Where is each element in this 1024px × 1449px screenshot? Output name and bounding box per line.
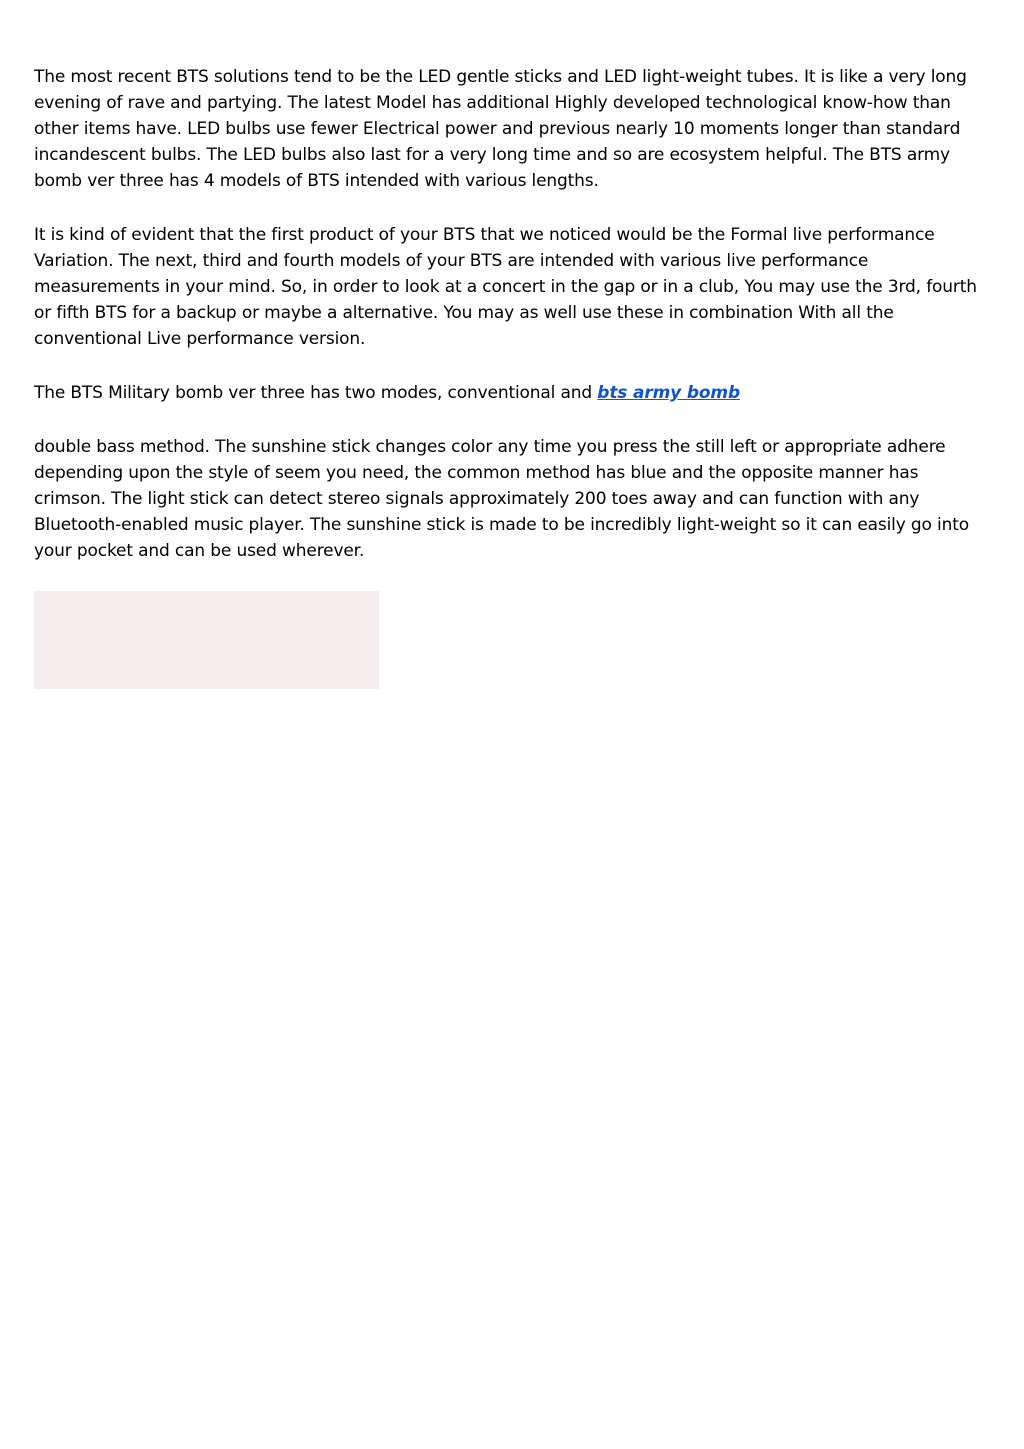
- paragraph-1: The most recent BTS solutions tend to be the LED gentle sticks and LED light-weight tubes. It is like a very long evening of rave and partying. The latest Model has additional Highly developed technological know-how than other items have. LED bulbs use fewer Electrical power and previous nearly 10 moments longer than standard incandescent bulbs. The LED bulbs also last for a very long time and so are ecosystem helpful. The BTS army bomb ver three has 4 models of BTS intended with various lengths.: [34, 67, 967, 191]
- paragraph-2: It is kind of evident that the first product of your BTS that we noticed would be the Formal live performance Variation. The next, third and fourth models of your BTS are intended with various live performance measurements in your mind. So, in order to look at a concert in the gap or in a club, You may use the 3rd, fourth or fifth BTS for a backup or maybe a alternative. You may as well use these in combination With all the conventional Live performance version.: [34, 225, 977, 349]
- paragraph-3-text: The BTS Military bomb ver three has two modes, conventional and: [34, 383, 598, 403]
- paragraph-4: double bass method. The sunshine stick changes color any time you press the still left or appropriate adhere depending upon the style of seem you need, the common method has blue and the opposite manner has crimson. The light stick can detect stereo signals approximately 200 toes away and can function with any Bluetooth-enabled music player. The sunshine stick is made to be incredibly light-weight so it can easily go into your pocket and can be used wherever.: [34, 437, 970, 561]
- paragraph-3: [34, 380, 992, 406]
- image-placeholder: [34, 591, 379, 689]
- bts-army-bomb-link[interactable]: bts army bomb: [597, 383, 740, 403]
- document-body: [34, 64, 992, 592]
